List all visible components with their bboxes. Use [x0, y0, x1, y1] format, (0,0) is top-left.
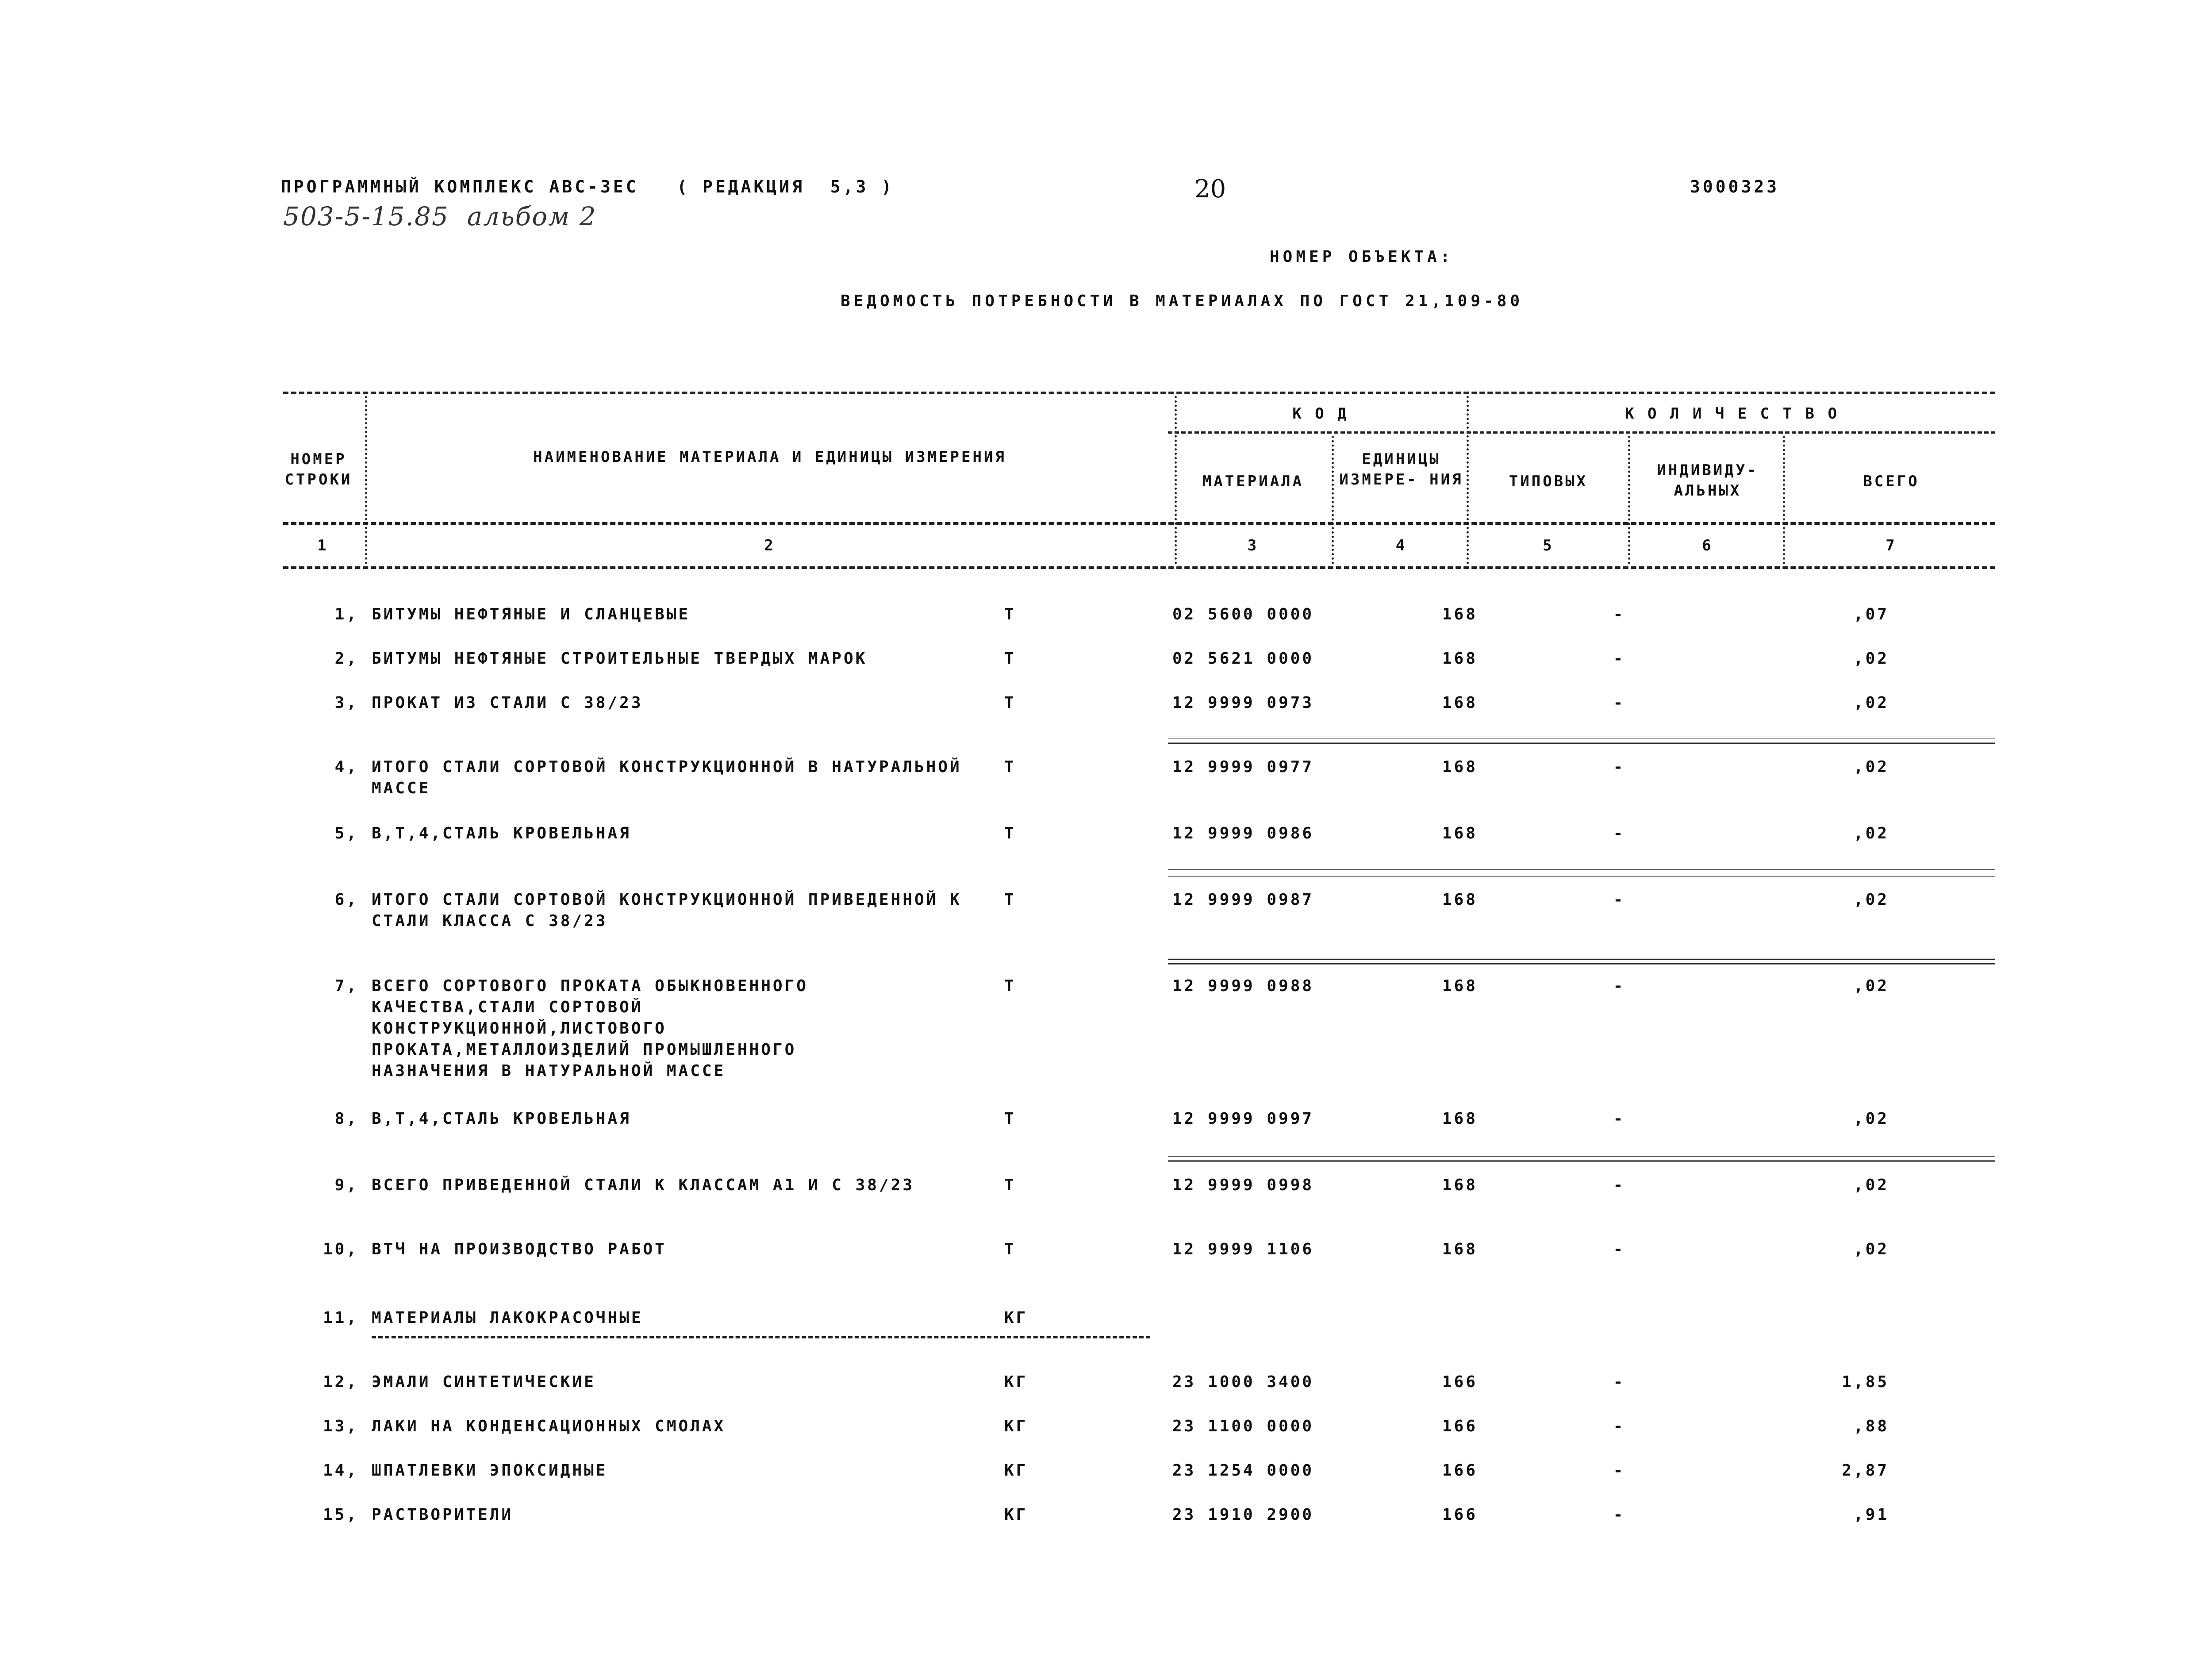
material-name: МАТЕРИАЛЫ ЛАКОКРАСОЧНЫЕ — [372, 1309, 643, 1327]
row-number: 13, — [323, 1417, 358, 1435]
unit: Т — [1004, 891, 1016, 909]
material-name: ВТЧ НА ПРОИЗВОДСТВО РАБОТ — [372, 1240, 667, 1258]
individual-qty: ,02 — [1853, 824, 1889, 842]
typical-qty: - — [1613, 605, 1625, 623]
column-separator — [1332, 436, 1334, 564]
material-code: 02 5600 0000 — [1172, 605, 1314, 623]
total-qty — [1893, 757, 2212, 778]
unit-code: 168 — [1442, 694, 1478, 712]
unit: Т — [1004, 605, 1016, 623]
individual-qty: ,02 — [1853, 1240, 1889, 1258]
col-header-unit-code: ЕДИНИЦЫ ИЗМЕРЕ- НИЯ — [1339, 450, 1463, 488]
material-name: ИТОГО СТАЛИ СОРТОВОЙ КОНСТРУКЦИОННОЙ В НАТУРАЛЬНОЙ МАССЕ — [372, 758, 962, 797]
page-number: 20 — [1194, 175, 1226, 204]
material-name: В,Т,4,СТАЛЬ КРОВЕЛЬНАЯ — [372, 824, 631, 842]
material-code: 23 1254 0000 — [1172, 1461, 1314, 1480]
total-qty — [1893, 1504, 2212, 1526]
individual-qty: ,91 — [1853, 1506, 1889, 1524]
column-separator — [1628, 436, 1630, 564]
unit: Т — [1004, 1176, 1016, 1194]
unit-code: 166 — [1442, 1417, 1478, 1435]
typical-qty: - — [1613, 891, 1625, 909]
row-number: 3, — [334, 694, 358, 712]
column-separator — [1467, 396, 1469, 564]
unit: Т — [1004, 650, 1016, 668]
material-code: 23 1910 2900 — [1172, 1506, 1314, 1524]
col-number: 3 — [1247, 537, 1259, 554]
typical-qty: - — [1613, 1176, 1625, 1194]
col-header-individual: ИНДИВИДУ- АЛЬНЫХ — [1657, 461, 1759, 500]
material-name: ШПАТЛЕВКИ ЭПОКСИДНЫЕ — [372, 1461, 608, 1480]
unit-code: 166 — [1442, 1373, 1478, 1391]
individual-qty: ,02 — [1853, 694, 1889, 712]
individual-qty: 1,85 — [1842, 1373, 1889, 1391]
program-header: ПРОГРАММНЫЙ КОМПЛЕКС АВС-3ЕС ( РЕДАКЦИЯ 5,3 ) — [281, 177, 895, 196]
unit: Т — [1004, 1240, 1016, 1258]
individual-qty: ,88 — [1853, 1417, 1889, 1435]
total-separator — [1168, 869, 1995, 877]
unit-code: 168 — [1442, 977, 1478, 995]
typical-qty: - — [1613, 1110, 1625, 1128]
section-underline — [372, 1336, 1150, 1338]
table-top-rule — [283, 392, 1995, 394]
individual-qty: ,02 — [1853, 758, 1889, 776]
material-code: 12 9999 0997 — [1172, 1110, 1314, 1128]
individual-qty: ,02 — [1853, 977, 1889, 995]
typical-qty: - — [1613, 1506, 1625, 1524]
unit: Т — [1004, 758, 1016, 776]
material-code: 23 1000 3400 — [1172, 1373, 1314, 1391]
col-header-quantity-group: К О Л И Ч Е С Т В О — [1625, 405, 1839, 423]
material-code: 02 5621 0000 — [1172, 650, 1314, 668]
total-qty — [1893, 1108, 2212, 1130]
col-header-total: ВСЕГО — [1863, 473, 1920, 490]
col-number: 6 — [1702, 537, 1713, 554]
unit-code: 168 — [1442, 1240, 1478, 1258]
header-bottom-rule — [283, 522, 1995, 525]
material-name: ЭМАЛИ СИНТЕТИЧЕСКИЕ — [372, 1373, 596, 1391]
column-separator — [1783, 436, 1785, 564]
row-number: 2, — [334, 650, 358, 668]
total-qty — [1893, 1239, 2212, 1260]
individual-qty: ,02 — [1853, 1176, 1889, 1194]
typical-qty: - — [1613, 694, 1625, 712]
total-qty — [1893, 823, 2212, 844]
individual-qty: 2,87 — [1842, 1461, 1889, 1480]
unit-code: 168 — [1442, 1176, 1478, 1194]
total-qty — [1893, 692, 2212, 714]
typical-qty: - — [1613, 758, 1625, 776]
typical-qty: - — [1613, 1373, 1625, 1391]
material-name: ИТОГО СТАЛИ СОРТОВОЙ КОНСТРУКЦИОННОЙ ПРИВЕДЕННОЙ К СТАЛИ КЛАССА С 38/23 — [372, 891, 962, 930]
material-code: 12 9999 0988 — [1172, 977, 1314, 995]
individual-qty: ,02 — [1853, 891, 1889, 909]
material-code: 12 9999 0998 — [1172, 1176, 1314, 1194]
total-qty — [1893, 1175, 2212, 1196]
total-qty — [1893, 976, 2212, 997]
row-number: 1, — [334, 605, 358, 623]
typical-qty: - — [1613, 977, 1625, 995]
row-number: 6, — [334, 891, 358, 909]
unit: Т — [1004, 824, 1016, 842]
row-number: 15, — [323, 1506, 358, 1524]
total-qty — [1893, 1416, 2212, 1437]
total-qty — [1893, 1460, 2212, 1481]
column-numbers-rule — [283, 566, 1995, 569]
unit: Т — [1004, 694, 1016, 712]
material-name: БИТУМЫ НЕФТЯНЫЕ СТРОИТЕЛЬНЫЕ ТВЕРДЫХ МАРОК — [372, 650, 868, 668]
unit: Т — [1004, 1110, 1016, 1128]
material-name: ПРОКАТ ИЗ СТАЛИ С 38/23 — [372, 694, 643, 712]
material-code: 12 9999 0986 — [1172, 824, 1314, 842]
material-name: БИТУМЫ НЕФТЯНЫЕ И СЛАНЦЕВЫЕ — [372, 605, 691, 623]
typical-qty: - — [1613, 1240, 1625, 1258]
material-code: 23 1100 0000 — [1172, 1417, 1314, 1435]
unit: КГ — [1004, 1373, 1028, 1391]
total-separator — [1168, 958, 1995, 965]
handwritten-annotation: 503-5-15.85 альбом 2 — [283, 201, 597, 231]
total-separator — [1168, 1155, 1995, 1162]
col-number: 7 — [1886, 537, 1897, 554]
unit: КГ — [1004, 1309, 1028, 1327]
col-header-name: НАИМЕНОВАНИЕ МАТЕРИАЛА И ЕДИНИЦЫ ИЗМЕРЕНИЯ — [533, 448, 1006, 466]
total-qty — [1893, 604, 2212, 625]
typical-qty: - — [1613, 1417, 1625, 1435]
row-number: 10, — [323, 1240, 358, 1258]
document-code: 3000323 — [1690, 177, 1780, 196]
total-qty — [1893, 1372, 2212, 1393]
row-number: 4, — [334, 758, 358, 776]
unit-code: 166 — [1442, 1506, 1478, 1524]
page-title: ВЕДОМОСТЬ ПОТРЕБНОСТИ В МАТЕРИАЛАХ ПО ГОСТ 21,109-80 — [841, 292, 1524, 310]
material-code: 12 9999 0973 — [1172, 694, 1314, 712]
material-code: 12 9999 0977 — [1172, 758, 1314, 776]
col-number: 4 — [1395, 537, 1407, 554]
unit-code: 168 — [1442, 824, 1478, 842]
unit-code: 168 — [1442, 605, 1478, 623]
unit: КГ — [1004, 1506, 1028, 1524]
unit-code: 166 — [1442, 1461, 1478, 1480]
column-separator — [365, 396, 367, 564]
total-qty — [1893, 648, 2212, 669]
material-name: В,Т,4,СТАЛЬ КРОВЕЛЬНАЯ — [372, 1110, 631, 1128]
group-header-rule — [1168, 431, 1995, 434]
typical-qty: - — [1613, 1461, 1625, 1480]
row-number: 9, — [334, 1176, 358, 1194]
unit: КГ — [1004, 1461, 1028, 1480]
material-code: 12 9999 1106 — [1172, 1240, 1314, 1258]
material-name: РАСТВОРИТЕЛИ — [372, 1506, 514, 1524]
row-number: 12, — [323, 1373, 358, 1391]
individual-qty: ,02 — [1853, 1110, 1889, 1128]
total-separator — [1168, 737, 1995, 744]
row-number: 14, — [323, 1461, 358, 1480]
individual-qty: ,02 — [1853, 650, 1889, 668]
col-header-row-number: НОМЕР СТРОКИ — [284, 450, 353, 488]
col-number: 1 — [317, 537, 329, 554]
material-code: 12 9999 0987 — [1172, 891, 1314, 909]
col-header-typical: ТИПОВЫХ — [1509, 473, 1588, 490]
col-header-material-code: МАТЕРИАЛА — [1202, 473, 1304, 490]
col-header-code-group: К О Д — [1292, 405, 1349, 423]
individual-qty: ,07 — [1853, 605, 1889, 623]
unit-code: 168 — [1442, 650, 1478, 668]
unit-code: 168 — [1442, 891, 1478, 909]
object-number-label: НОМЕР ОБЪЕКТА: — [1270, 248, 1454, 266]
unit-code: 168 — [1442, 758, 1478, 776]
typical-qty: - — [1613, 824, 1625, 842]
row-number: 8, — [334, 1110, 358, 1128]
typical-qty: - — [1613, 650, 1625, 668]
total-qty — [1893, 889, 2212, 911]
unit: КГ — [1004, 1417, 1028, 1435]
unit-code: 168 — [1442, 1110, 1478, 1128]
row-number: 11, — [323, 1309, 358, 1327]
col-number: 5 — [1543, 537, 1554, 554]
col-number: 2 — [764, 537, 776, 554]
row-number: 5, — [334, 824, 358, 842]
unit: Т — [1004, 977, 1016, 995]
material-name: ЛАКИ НА КОНДЕНСАЦИОННЫХ СМОЛАХ — [372, 1417, 726, 1435]
material-name: ВСЕГО СОРТОВОГО ПРОКАТА ОБЫКНОВЕННОГО КАЧЕСТВА,СТАЛИ СОРТОВОЙ КОНСТРУКЦИОННОЙ,ЛИСТОВОГО ПРОКАТА,МЕТАЛЛОИЗДЕЛИЙ ПРОМЫШЛЕННОГО НАЗНАЧЕНИЯ В НАТУРАЛЬНОЙ МАССЕ — [372, 977, 808, 1080]
material-name: ВСЕГО ПРИВЕДЕННОЙ СТАЛИ К КЛАССАМ А1 И С 38/23 — [372, 1176, 914, 1194]
row-number: 7, — [334, 977, 358, 995]
